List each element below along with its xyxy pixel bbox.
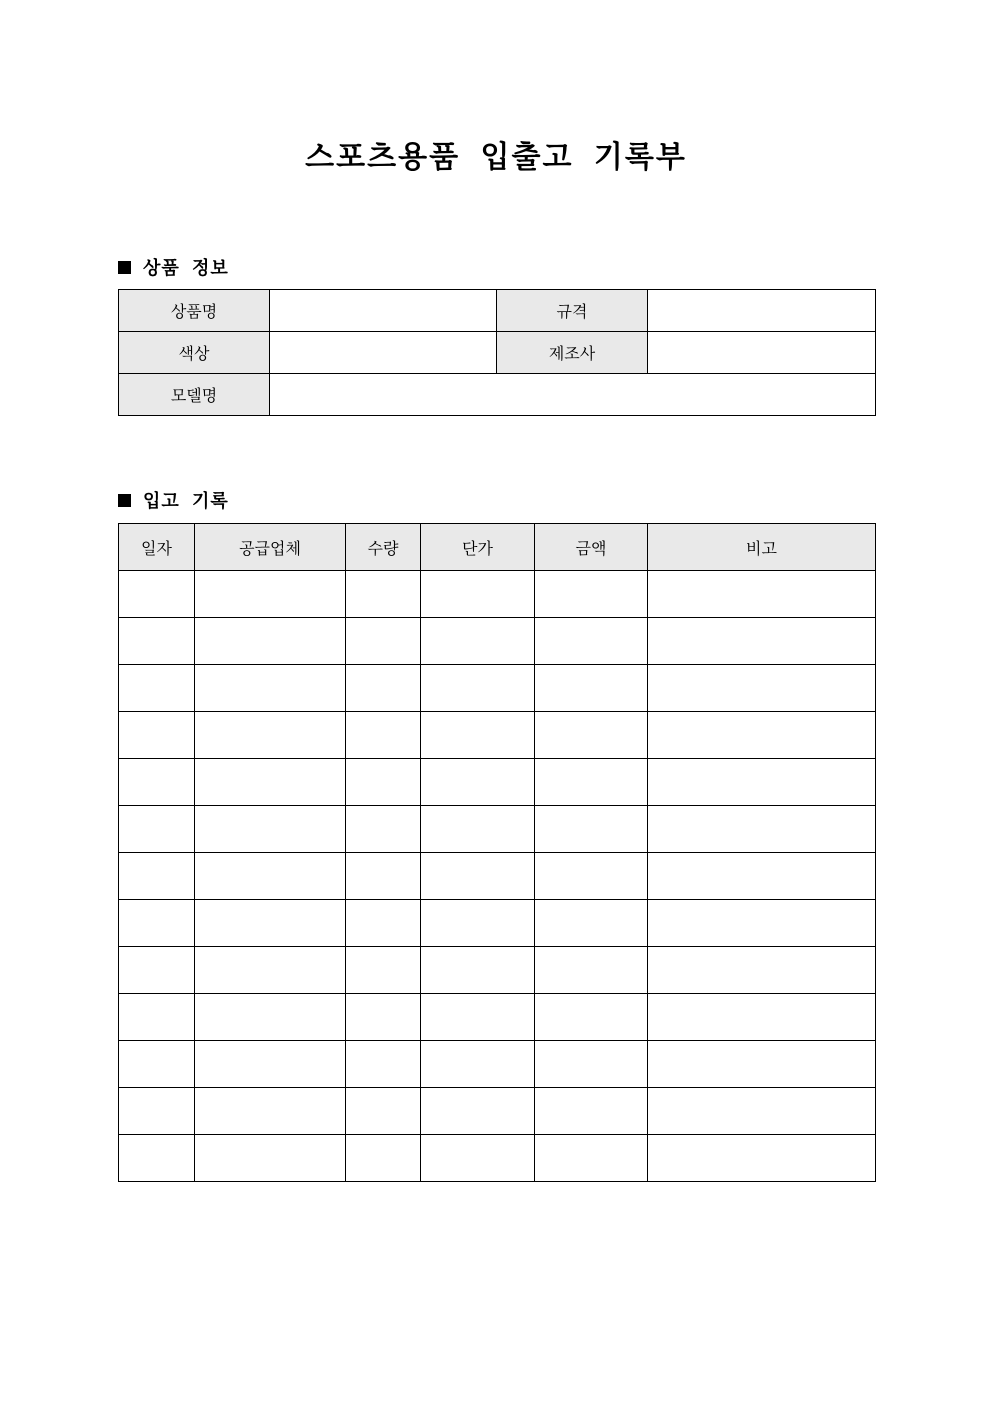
- remarks-cell[interactable]: [648, 947, 876, 994]
- table-row: [119, 665, 876, 712]
- remarks-cell[interactable]: [648, 759, 876, 806]
- date-cell[interactable]: [119, 665, 195, 712]
- maker-label: 제조사: [497, 332, 648, 374]
- column-header-unit-price: 단가: [421, 524, 535, 571]
- table-row: [119, 947, 876, 994]
- amount-cell[interactable]: [535, 712, 648, 759]
- supplier-cell[interactable]: [195, 571, 346, 618]
- quantity-cell[interactable]: [346, 665, 421, 712]
- amount-cell[interactable]: [535, 900, 648, 947]
- square-bullet-icon: [118, 261, 131, 274]
- table-row: [119, 900, 876, 947]
- remarks-cell[interactable]: [648, 994, 876, 1041]
- receipt-records-heading: [118, 487, 229, 513]
- unit-price-cell[interactable]: [421, 1041, 535, 1088]
- table-row: [119, 1041, 876, 1088]
- table-row: [119, 806, 876, 853]
- quantity-cell[interactable]: [346, 900, 421, 947]
- unit-price-cell[interactable]: [421, 853, 535, 900]
- table-row: [119, 571, 876, 618]
- column-header-supplier: 공급업체: [195, 524, 346, 571]
- quantity-cell[interactable]: [346, 806, 421, 853]
- column-header-amount: 금액: [535, 524, 648, 571]
- date-cell[interactable]: [119, 618, 195, 665]
- unit-price-cell[interactable]: [421, 712, 535, 759]
- remarks-cell[interactable]: [648, 571, 876, 618]
- quantity-cell[interactable]: [346, 618, 421, 665]
- unit-price-cell[interactable]: [421, 618, 535, 665]
- unit-price-cell[interactable]: [421, 665, 535, 712]
- table-row: [119, 759, 876, 806]
- date-cell[interactable]: [119, 806, 195, 853]
- receipt-table-body: [119, 571, 876, 1182]
- remarks-cell[interactable]: [648, 1041, 876, 1088]
- product-info-row: [119, 374, 876, 416]
- table-row: [119, 853, 876, 900]
- amount-cell[interactable]: [535, 1041, 648, 1088]
- amount-cell[interactable]: [535, 994, 648, 1041]
- remarks-cell[interactable]: [648, 806, 876, 853]
- unit-price-cell[interactable]: [421, 759, 535, 806]
- product-info-row: [119, 290, 876, 332]
- quantity-cell[interactable]: [346, 1041, 421, 1088]
- quantity-cell[interactable]: [346, 994, 421, 1041]
- receipt-header-row: [119, 524, 876, 571]
- date-cell[interactable]: [119, 900, 195, 947]
- quantity-cell[interactable]: [346, 759, 421, 806]
- quantity-cell[interactable]: [346, 1135, 421, 1182]
- unit-price-cell[interactable]: [421, 1135, 535, 1182]
- column-header-date: 일자: [119, 524, 195, 571]
- supplier-cell[interactable]: [195, 947, 346, 994]
- amount-cell[interactable]: [535, 806, 648, 853]
- supplier-cell[interactable]: [195, 900, 346, 947]
- unit-price-cell[interactable]: [421, 806, 535, 853]
- date-cell[interactable]: [119, 947, 195, 994]
- color-label: 색상: [119, 332, 270, 374]
- supplier-cell[interactable]: [195, 665, 346, 712]
- amount-cell[interactable]: [535, 665, 648, 712]
- date-cell[interactable]: [119, 1041, 195, 1088]
- quantity-cell[interactable]: [346, 571, 421, 618]
- column-header-quantity: 수량: [346, 524, 421, 571]
- remarks-cell[interactable]: [648, 900, 876, 947]
- unit-price-cell[interactable]: [421, 1088, 535, 1135]
- date-cell[interactable]: [119, 712, 195, 759]
- amount-cell[interactable]: [535, 618, 648, 665]
- amount-cell[interactable]: [535, 1088, 648, 1135]
- remarks-cell[interactable]: [648, 1088, 876, 1135]
- date-cell[interactable]: [119, 1088, 195, 1135]
- amount-cell[interactable]: [535, 571, 648, 618]
- amount-cell[interactable]: [535, 853, 648, 900]
- date-cell[interactable]: [119, 571, 195, 618]
- product-info-heading: [118, 254, 229, 280]
- spec-label: 규격: [497, 290, 648, 332]
- quantity-cell[interactable]: [346, 1088, 421, 1135]
- receipt-records-table: [118, 523, 876, 1182]
- product-name-field[interactable]: [270, 290, 497, 332]
- quantity-cell[interactable]: [346, 712, 421, 759]
- receipt-records-heading-label: 입고 기록: [143, 491, 229, 512]
- unit-price-cell[interactable]: [421, 900, 535, 947]
- document-title: 스포츠용품 입출고 기록부: [305, 140, 687, 175]
- remarks-cell[interactable]: [648, 1135, 876, 1182]
- amount-cell[interactable]: [535, 1135, 648, 1182]
- square-bullet-icon: [118, 494, 131, 507]
- model-label: 모델명: [119, 374, 270, 416]
- remarks-cell[interactable]: [648, 712, 876, 759]
- color-field[interactable]: [270, 332, 497, 374]
- date-cell[interactable]: [119, 759, 195, 806]
- amount-cell[interactable]: [535, 947, 648, 994]
- supplier-cell[interactable]: [195, 618, 346, 665]
- product-info-table: [118, 289, 876, 416]
- unit-price-cell[interactable]: [421, 947, 535, 994]
- supplier-cell[interactable]: [195, 759, 346, 806]
- quantity-cell[interactable]: [346, 947, 421, 994]
- unit-price-cell[interactable]: [421, 994, 535, 1041]
- supplier-cell[interactable]: [195, 806, 346, 853]
- maker-field[interactable]: [648, 332, 876, 374]
- date-cell[interactable]: [119, 1135, 195, 1182]
- product-info-row: [119, 332, 876, 374]
- model-field[interactable]: [270, 374, 876, 416]
- supplier-cell[interactable]: [195, 712, 346, 759]
- table-row: [119, 1135, 876, 1182]
- quantity-cell[interactable]: [346, 853, 421, 900]
- supplier-cell[interactable]: [195, 1135, 346, 1182]
- date-cell[interactable]: [119, 994, 195, 1041]
- supplier-cell[interactable]: [195, 1088, 346, 1135]
- supplier-cell[interactable]: [195, 1041, 346, 1088]
- table-row: [119, 712, 876, 759]
- spec-field[interactable]: [648, 290, 876, 332]
- column-header-remarks: 비고: [648, 524, 876, 571]
- amount-cell[interactable]: [535, 759, 648, 806]
- table-row: [119, 994, 876, 1041]
- supplier-cell[interactable]: [195, 994, 346, 1041]
- table-row: [119, 1088, 876, 1135]
- remarks-cell[interactable]: [648, 618, 876, 665]
- product-name-label: 상품명: [119, 290, 270, 332]
- unit-price-cell[interactable]: [421, 571, 535, 618]
- remarks-cell[interactable]: [648, 853, 876, 900]
- date-cell[interactable]: [119, 853, 195, 900]
- supplier-cell[interactable]: [195, 853, 346, 900]
- table-row: [119, 618, 876, 665]
- product-info-heading-label: 상품 정보: [143, 258, 229, 279]
- remarks-cell[interactable]: [648, 665, 876, 712]
